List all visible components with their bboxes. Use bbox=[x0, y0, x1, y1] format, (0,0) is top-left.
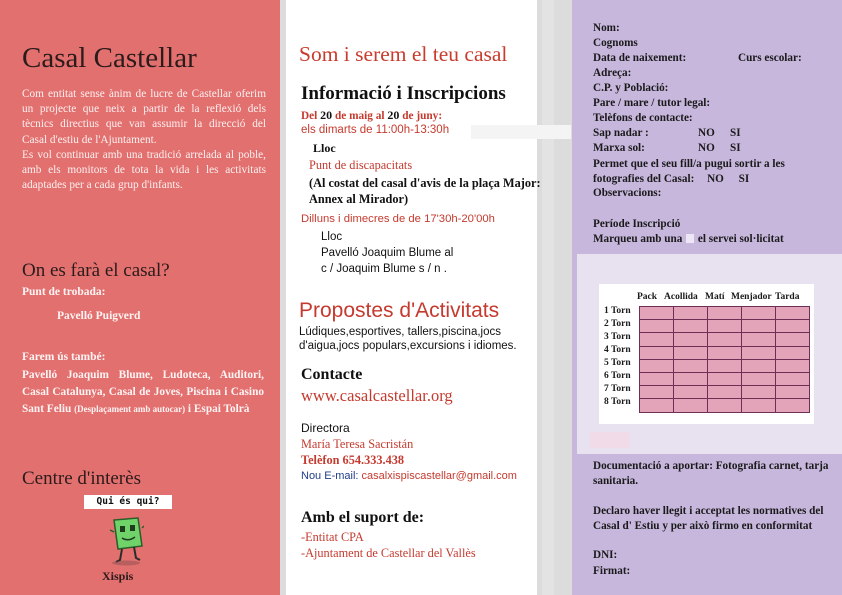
declaro-text: Declaro haver llegit i acceptat les normatives del Casal d' Estiu y per això firmo en conformitat bbox=[593, 505, 824, 532]
field-firmat: Firmat: bbox=[593, 565, 631, 577]
schedule-cell[interactable] bbox=[640, 307, 674, 320]
field-naixement: Data de naixement: bbox=[593, 52, 687, 64]
nadar-no-option[interactable]: NO bbox=[698, 127, 715, 139]
schedule-cell[interactable] bbox=[640, 399, 674, 412]
schedule-cell[interactable] bbox=[776, 372, 810, 385]
schedule-cell[interactable] bbox=[742, 346, 776, 359]
row-label: 4 Torn bbox=[604, 345, 631, 355]
location-label-1: Lloc bbox=[313, 141, 336, 155]
contact-heading: Contacte bbox=[301, 366, 363, 383]
table-row bbox=[640, 307, 810, 320]
green-robot-mascot-icon bbox=[108, 516, 144, 566]
middle-title: Som i serem el teu casal bbox=[299, 42, 508, 66]
periode-label: Període Inscripció bbox=[593, 218, 681, 230]
also-venues-list: Pavelló Joaquim Blume, Ludoteca, Auditori, Casal Catalunya, Casal de Joves, Piscina i Casino Sant Feliu bbox=[22, 369, 264, 415]
schedule-cell[interactable] bbox=[708, 359, 742, 372]
also-venues-tail: i Espai Tolrà bbox=[187, 403, 250, 415]
field-telefons: Telèfons de contacte: bbox=[593, 112, 693, 124]
field-adreca: Adreça: bbox=[593, 67, 632, 79]
field-cognoms: Cognoms bbox=[593, 37, 638, 49]
also-venues-note: (Desplaçament amb autocar) bbox=[74, 404, 186, 414]
table-row bbox=[640, 333, 810, 346]
dates-day-2: 20 bbox=[387, 108, 400, 122]
permet-no-option[interactable]: NO bbox=[707, 172, 724, 185]
field-dni: DNI: bbox=[593, 549, 618, 561]
marxa-no-option[interactable]: NO bbox=[698, 142, 715, 154]
schedule-cell[interactable] bbox=[674, 320, 708, 333]
field-curs: Curs escolar: bbox=[738, 52, 802, 64]
sponsor-1: -Entitat CPA bbox=[301, 530, 364, 544]
row-label: 5 Torn bbox=[604, 358, 631, 368]
location-place-1: Punt de discapacitats bbox=[309, 158, 413, 172]
column-header: Acollida bbox=[664, 292, 698, 302]
schedule-cell[interactable] bbox=[742, 386, 776, 399]
schedule-table-area bbox=[577, 254, 842, 454]
schedule-cell[interactable] bbox=[674, 372, 708, 385]
schedule-cell[interactable] bbox=[640, 333, 674, 346]
interest-heading: Centre d'interès bbox=[22, 468, 141, 489]
website-link[interactable]: www.casalcastellar.org bbox=[301, 386, 453, 405]
activities-text: Lúdiques,esportives, tallers,piscina,jocs d'aigua,jocs populars,excursions i idiomes. bbox=[299, 326, 517, 352]
marxa-si-option[interactable]: SI bbox=[730, 142, 741, 154]
schedule-cell[interactable] bbox=[640, 320, 674, 333]
schedule-cell[interactable] bbox=[708, 346, 742, 359]
field-nadar: Sap nadar : bbox=[593, 127, 649, 139]
dates-del: Del bbox=[301, 110, 318, 122]
sponsor-2: -Ajuntament de Castellar del Vallès bbox=[301, 546, 476, 560]
field-pare: Pare / mare / tutor legal: bbox=[593, 97, 711, 109]
table-row bbox=[640, 320, 810, 333]
dates-end: de juny: bbox=[402, 110, 443, 122]
also-label: Farem ús també: bbox=[22, 351, 106, 363]
schedule-cell[interactable] bbox=[708, 333, 742, 346]
dates-mid: de maig al bbox=[334, 110, 385, 122]
table-row bbox=[640, 346, 810, 359]
field-observacions: Observacions: bbox=[593, 187, 662, 199]
schedule-cell[interactable] bbox=[742, 399, 776, 412]
schedule-cell[interactable] bbox=[742, 359, 776, 372]
hours-text: els dimarts de 11:00h-13:30h bbox=[301, 124, 450, 136]
schedule-cell[interactable] bbox=[776, 359, 810, 372]
row-label: 2 Torn bbox=[604, 319, 631, 329]
column-header: Matí bbox=[705, 292, 725, 302]
nadar-si-option[interactable]: SI bbox=[730, 127, 741, 139]
table-row bbox=[640, 386, 810, 399]
intro-paragraph-1: Com entitat sense ànim de lucre de Castellar oferim un projecte que neix a partir de la reflexió dels tècnics directius que van assumir la direcció del Casal d'estiu de l'Ajuntament. bbox=[22, 88, 266, 146]
row-label: 3 Torn bbox=[604, 332, 631, 342]
schedule-cell[interactable] bbox=[708, 307, 742, 320]
column-header: Tarda bbox=[775, 292, 800, 302]
info-heading: Informació i Inscripcions bbox=[301, 83, 506, 104]
who-badge: Qui és qui? bbox=[84, 495, 172, 509]
schedule-cell[interactable] bbox=[742, 320, 776, 333]
schedule-cell[interactable] bbox=[640, 386, 674, 399]
schedule-cell[interactable] bbox=[674, 307, 708, 320]
marqueu-line bbox=[593, 233, 784, 245]
support-heading: Amb el suport de: bbox=[301, 509, 425, 526]
schedule-cell[interactable] bbox=[640, 346, 674, 359]
intro-text bbox=[22, 87, 266, 193]
schedule-cell[interactable] bbox=[708, 372, 742, 385]
schedule-cell[interactable] bbox=[776, 333, 810, 346]
schedule-cell[interactable] bbox=[674, 386, 708, 399]
schedule-cell[interactable] bbox=[640, 372, 674, 385]
schedule-cell[interactable] bbox=[742, 333, 776, 346]
location-place-2-line-1: Pavelló Joaquim Blume al bbox=[321, 247, 454, 259]
registration-hours bbox=[301, 124, 449, 136]
permet-text: Permet que el seu fill/a pugui sortir a les fotografies del Casal: bbox=[593, 158, 785, 185]
director-label: Directora bbox=[301, 421, 350, 435]
registration-dates bbox=[301, 108, 442, 123]
location-2 bbox=[321, 229, 521, 277]
middle-panel bbox=[280, 0, 572, 595]
row-label: 6 Torn bbox=[604, 371, 631, 381]
dates-day-1: 20 bbox=[320, 108, 333, 122]
schedule-cell[interactable] bbox=[776, 399, 810, 412]
middle-fold-stripe bbox=[542, 0, 554, 595]
schedule-cell[interactable] bbox=[640, 359, 674, 372]
activities-heading: Propostes d'Activitats bbox=[299, 299, 500, 322]
schedule-cell[interactable] bbox=[742, 372, 776, 385]
field-marxa: Marxa sol: bbox=[593, 142, 645, 154]
also-venues bbox=[22, 367, 264, 418]
email-label: Nou E-mail: bbox=[301, 470, 359, 482]
meeting-place: Pavelló Puigverd bbox=[57, 310, 141, 322]
director-name: María Teresa Sacristán bbox=[301, 437, 414, 451]
table-row bbox=[640, 372, 810, 385]
email-address[interactable]: casalxispiscastellar@gmail.com bbox=[361, 470, 517, 482]
row-label: 8 Torn bbox=[604, 397, 631, 407]
row-label: 1 Torn bbox=[604, 306, 631, 316]
documentacio-text: Documentació a aportar: Fotografia carnet, tarja sanitaria. bbox=[593, 460, 829, 487]
where-heading: On es farà el casal? bbox=[22, 260, 170, 281]
schedule-cell[interactable] bbox=[674, 333, 708, 346]
schedule-cell[interactable] bbox=[776, 346, 810, 359]
schedule-cell[interactable] bbox=[776, 386, 810, 399]
registration-hours-2: Dilluns i dimecres de de 17'30h-20'00h bbox=[301, 213, 495, 225]
mascot-name: Xispis bbox=[102, 569, 134, 583]
schedule-cell[interactable] bbox=[708, 399, 742, 412]
row-label: 7 Torn bbox=[604, 384, 631, 394]
schedule-grid bbox=[639, 306, 810, 413]
mark-swatch bbox=[686, 234, 694, 243]
location-place-2-line-2: c / Joaquim Blume s / n . bbox=[321, 263, 447, 275]
schedule-cell[interactable] bbox=[708, 320, 742, 333]
schedule-cell[interactable] bbox=[776, 307, 810, 320]
schedule-cell[interactable] bbox=[674, 359, 708, 372]
marqueu-text-a: Marqueu amb una bbox=[593, 233, 683, 245]
schedule-cell[interactable] bbox=[708, 386, 742, 399]
marqueu-text-b: el servei sol·licitat bbox=[697, 233, 784, 245]
left-panel bbox=[0, 0, 280, 595]
location-detail-1: (Al costat del casal d'avis de la plaça Major: Annex al Mirador) bbox=[309, 176, 541, 206]
schedule-cell[interactable] bbox=[742, 307, 776, 320]
phone-number: Telèfon 654.333.438 bbox=[301, 453, 405, 467]
meeting-label: Punt de trobada: bbox=[22, 286, 106, 298]
right-panel bbox=[572, 0, 842, 595]
intro-paragraph-2: Es vol continuar amb una tradició arrelada al poble, amb els monitors de tota la vida i les activitats adaptades per a cada grup d'infants. bbox=[22, 148, 266, 192]
field-cp: C.P. y Població: bbox=[593, 82, 669, 94]
email-line bbox=[301, 470, 517, 482]
schedule-cell[interactable] bbox=[674, 399, 708, 412]
casal-title: Casal Castellar bbox=[22, 42, 197, 74]
location-label-2: Lloc bbox=[321, 231, 343, 243]
hours-highlight bbox=[471, 125, 571, 139]
schedule-cell[interactable] bbox=[776, 320, 810, 333]
table-row bbox=[640, 399, 810, 412]
field-nom: Nom: bbox=[593, 22, 620, 34]
schedule-cell[interactable] bbox=[674, 346, 708, 359]
column-header: Menjador bbox=[731, 292, 772, 302]
permet-si-option[interactable]: SI bbox=[738, 172, 750, 185]
field-permet bbox=[593, 157, 836, 186]
table-row bbox=[640, 359, 810, 372]
small-pink-box bbox=[590, 432, 630, 448]
column-header: Pack bbox=[637, 292, 658, 302]
